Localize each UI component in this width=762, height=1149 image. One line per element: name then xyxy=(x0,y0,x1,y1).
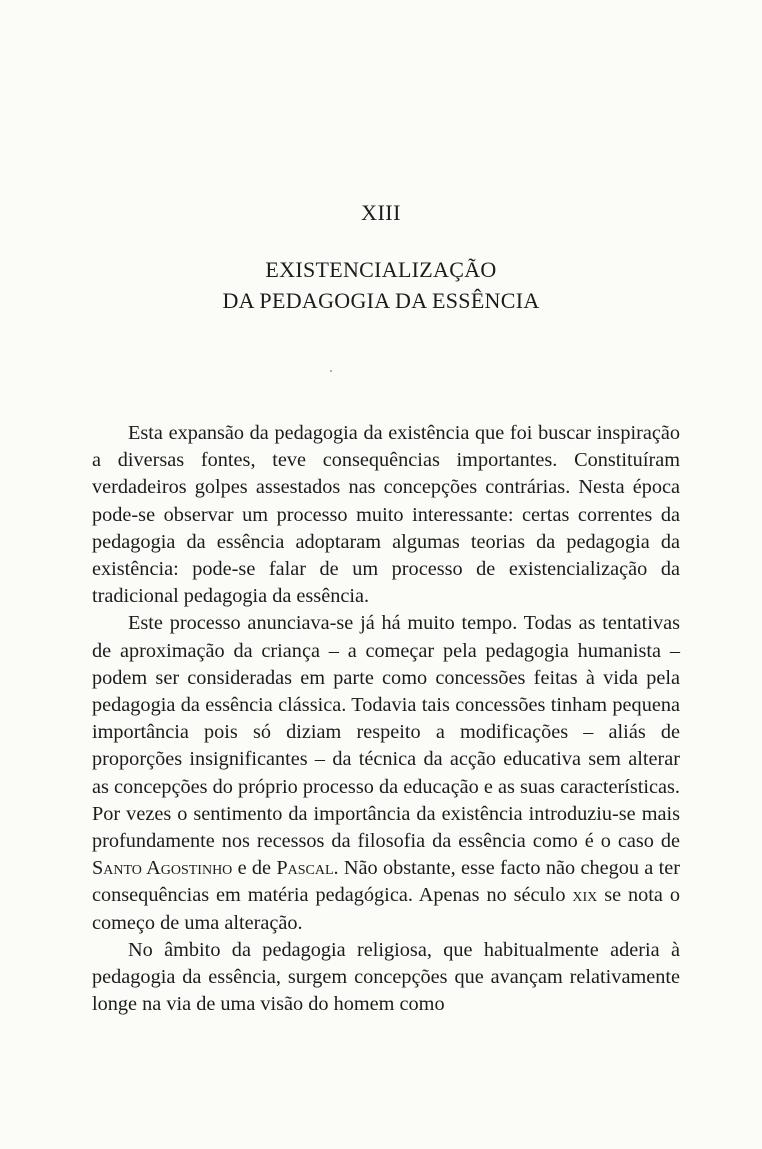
paragraph-1: Esta expansão da pedagogia da existência que foi buscar inspiração a diversas fontes, teve consequências importantes. Constituíram verdadeiros golpes assestados nas concepções contrárias. Nesta época pode-se observar um processo muito interessante: certas correntes da pedagogia da essência adoptaram algumas teorias da pedagogia da existência: pode-se falar de um processo de existencialização da tradicional pedagogia da essência. xyxy=(92,422,680,608)
century-numeral: xix xyxy=(572,884,598,907)
paragraph-3: No âmbito da pedagogia religiosa, que habitualmente aderia à pedagogia da essência, surgem concepções que avançam relativamente longe na via de uma visão do homem como xyxy=(92,938,680,1016)
paragraph-2-part-3: . Não obstante, esse facto não chegou a ter consequências em matéria pedagógica. Apenas no século xyxy=(92,857,680,907)
paragraph-2-part-1: Este processo anunciava-se já há muito tempo. Todas as tentativas de aproximação da criança – a começar pela pedagogia humanista – podem ser consideradas em parte como concessões feitas à vida pela pedagogia da essência clássica. Todavia tais concessões tinham pequena importância pois só diziam respeito a modificações – aliás de proporções insignificantes – da técnica da acção educativa sem alterar as concepções do próprio processo da educação e as suas características. Por vezes o sentimento da importância da existência introduziu-se mais profundamente nos recessos da filosofia da essência como é o caso de xyxy=(92,612,680,853)
author-name-santo-agostinho: Santo Agostinho xyxy=(92,857,233,880)
chapter-number: XIII xyxy=(361,200,401,225)
paragraph-2-part-2: e de xyxy=(232,857,277,880)
paragraph-2-part-4: se nota o começo de uma alteração. xyxy=(92,884,680,934)
paragraph-2 xyxy=(92,610,680,936)
chapter-title xyxy=(0,254,762,316)
body-text xyxy=(92,420,680,1018)
print-speck xyxy=(330,370,332,372)
chapter-title-line-2: DA PEDAGOGIA DA ESSÊNCIA xyxy=(222,288,540,313)
chapter-title-line-1: EXISTENCIALIZAÇÃO xyxy=(265,257,497,282)
author-name-pascal: Pascal xyxy=(276,857,334,880)
